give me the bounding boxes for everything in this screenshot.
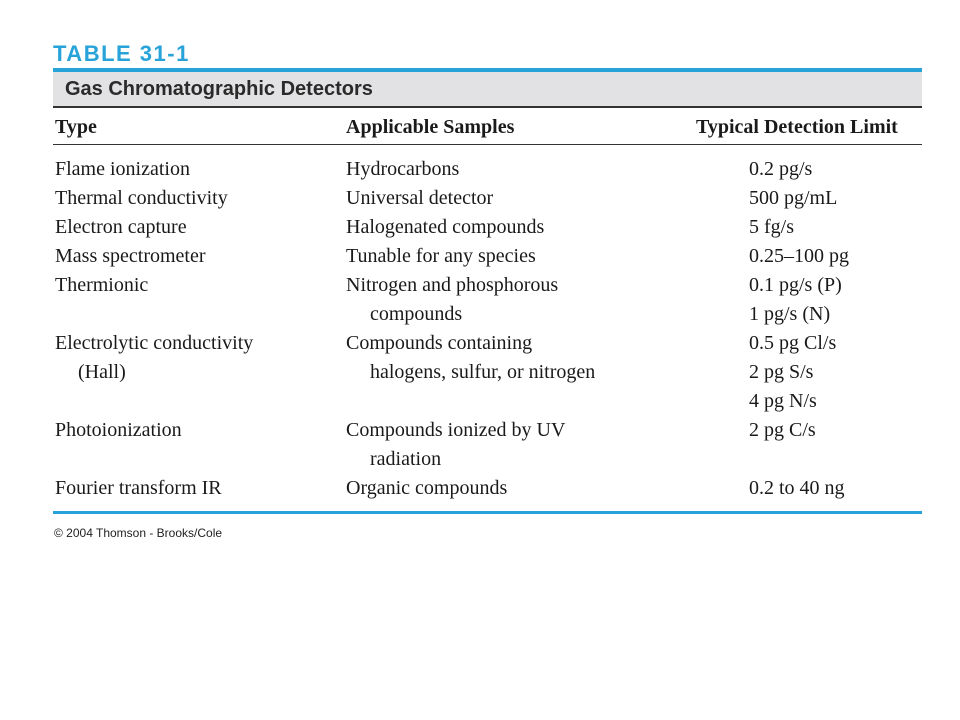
- table-row: [53, 416, 922, 474]
- table-row: [53, 155, 922, 184]
- cell-applicable-samples: radiation: [370, 448, 442, 470]
- table-row-line: [53, 184, 922, 213]
- table-row: [53, 184, 922, 213]
- cell-applicable-samples: Hydrocarbons: [346, 158, 460, 180]
- cell-detection-limit: 2 pg C/s: [749, 419, 816, 441]
- cell-detection-limit: 0.5 pg Cl/s: [749, 332, 837, 354]
- cell-type: Thermionic: [55, 274, 149, 296]
- table-number: TABLE 31-1: [53, 41, 190, 66]
- table-row-line: [53, 300, 922, 329]
- cell-type: Photoionization: [55, 419, 182, 441]
- cell-applicable-samples: Nitrogen and phosphorous: [346, 274, 559, 296]
- table-row-line: [53, 387, 922, 416]
- cell-applicable-samples: Compounds ionized by UV: [346, 419, 566, 441]
- table-title: Gas Chromatographic Detectors: [65, 78, 373, 100]
- cell-detection-limit: 4 pg N/s: [749, 390, 817, 412]
- cell-detection-limit: 5 fg/s: [749, 216, 794, 238]
- cell-type: Flame ionization: [55, 158, 190, 180]
- table-row-line: [53, 213, 922, 242]
- table-row-line: [53, 242, 922, 271]
- header-detection-limit: Typical Detection Limit: [696, 116, 898, 138]
- cell-type: Fourier transform IR: [55, 477, 222, 499]
- cell-applicable-samples: compounds: [370, 303, 463, 325]
- cell-detection-limit: 0.2 pg/s: [749, 158, 813, 180]
- table-body: [53, 145, 922, 514]
- table-title-bar: [53, 68, 922, 108]
- detectors-table: [53, 40, 922, 514]
- cell-type: Mass spectrometer: [55, 245, 206, 267]
- cell-detection-limit: 0.1 pg/s (P): [749, 274, 842, 296]
- table-header-row: [53, 108, 922, 145]
- cell-detection-limit: 0.2 to 40 ng: [749, 477, 845, 499]
- cell-type: Electrolytic conductivity: [55, 332, 254, 354]
- table-row: [53, 213, 922, 242]
- table-row-line: [53, 358, 922, 387]
- cell-detection-limit: 0.25–100 pg: [749, 245, 849, 267]
- table-row-line: [53, 271, 922, 300]
- cell-applicable-samples: halogens, sulfur, or nitrogen: [370, 361, 596, 383]
- cell-applicable-samples: Universal detector: [346, 187, 494, 209]
- cell-applicable-samples: Organic compounds: [346, 477, 508, 499]
- table-row: [53, 271, 922, 329]
- table-row: [53, 474, 922, 503]
- cell-type: Electron capture: [55, 216, 187, 238]
- table-row-line: [53, 155, 922, 184]
- table-row: [53, 242, 922, 271]
- table-row-line: [53, 329, 922, 358]
- cell-type: (Hall): [78, 361, 126, 383]
- cell-detection-limit: 2 pg S/s: [749, 361, 814, 383]
- table-row-line: [53, 445, 922, 474]
- table-row-line: [53, 416, 922, 445]
- table-row-line: [53, 474, 922, 503]
- cell-applicable-samples: Tunable for any species: [346, 245, 536, 267]
- header-type: Type: [55, 116, 97, 138]
- cell-applicable-samples: Compounds containing: [346, 332, 533, 354]
- cell-detection-limit: 1 pg/s (N): [749, 303, 831, 325]
- copyright-notice: © 2004 Thomson - Brooks/Cole: [54, 526, 223, 540]
- cell-applicable-samples: Halogenated compounds: [346, 216, 545, 238]
- header-applicable-samples: Applicable Samples: [346, 116, 515, 138]
- cell-type: Thermal conductivity: [55, 187, 228, 209]
- cell-detection-limit: 500 pg/mL: [749, 187, 838, 209]
- table-row: [53, 329, 922, 416]
